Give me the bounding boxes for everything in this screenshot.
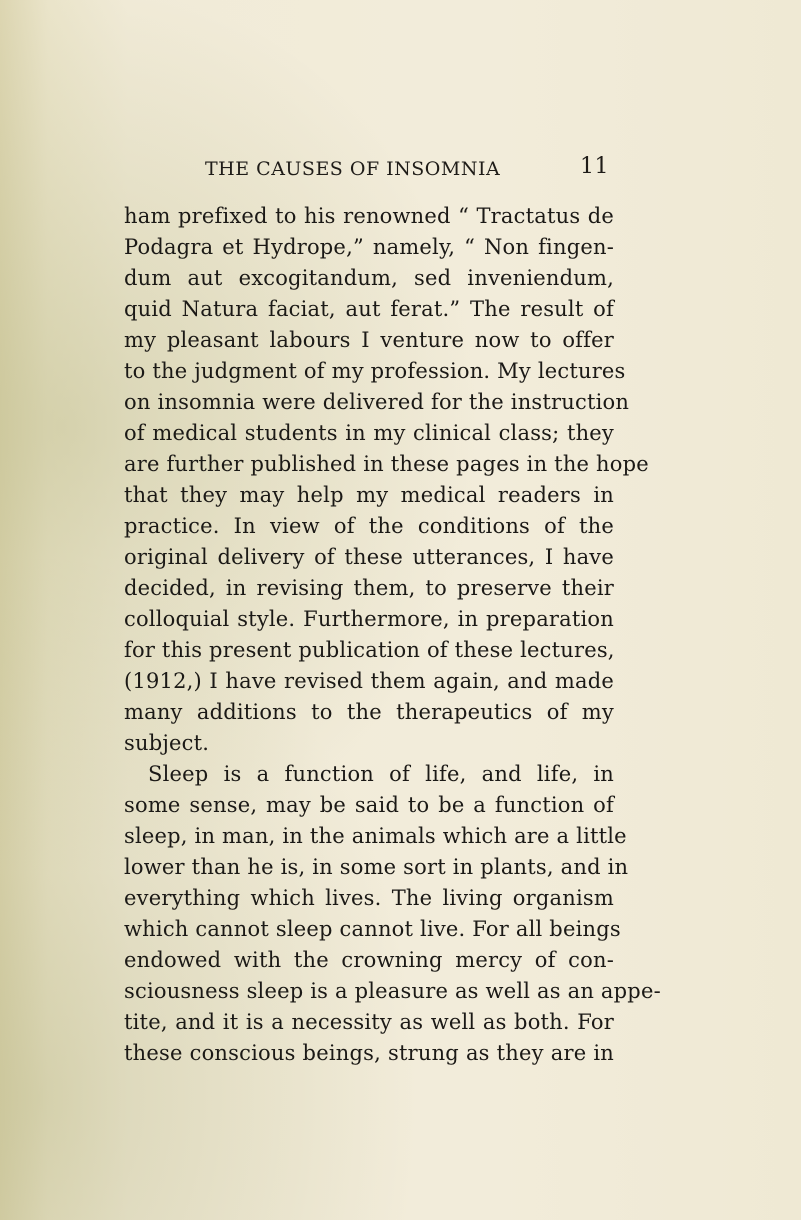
running-header xyxy=(205,154,609,188)
text-line: on insomnia were delivered for the instruction xyxy=(124,390,630,414)
text-line: practice. In view of the conditions of the xyxy=(124,514,614,538)
text-line: Sleep is a function of life, and life, in xyxy=(148,762,614,786)
text-line: these conscious beings, strung as they are in xyxy=(124,1041,614,1065)
text-line: lower than he is, in some sort in plants, and in xyxy=(124,855,629,879)
text-line: for this present publication of these lectures, xyxy=(124,638,615,662)
text-line: many additions to the therapeutics of my xyxy=(124,700,614,724)
text-line: ham prefixed to his renowned “ Tractatus de xyxy=(124,204,614,228)
text-line: decided, in revising them, to preserve their xyxy=(124,576,614,600)
text-line: are further published in these pages in the hope xyxy=(124,452,649,476)
page-number: 11 xyxy=(580,154,609,179)
text-line: everything which lives. The living organism xyxy=(124,886,614,910)
text-line: sleep, in man, in the animals which are a little xyxy=(124,824,627,848)
text-line: dum aut excogitandum, sed inveniendum, xyxy=(124,266,614,290)
text-line: original delivery of these utterances, I have xyxy=(124,545,614,569)
running-title: THE CAUSES OF INSOMNIA xyxy=(205,158,501,180)
text-line: colloquial style. Furthermore, in preparation xyxy=(124,607,614,631)
text-line: some sense, may be said to be a function of xyxy=(124,793,614,817)
text-line: quid Natura faciat, aut ferat.” The result of xyxy=(124,297,614,321)
text-line: subject. xyxy=(124,731,210,755)
text-line: sciousness sleep is a pleasure as well as an appe- xyxy=(124,979,661,1003)
text-line: of medical students in my clinical class; they xyxy=(124,421,614,445)
text-line: tite, and it is a necessity as well as both. For xyxy=(124,1010,614,1034)
text-line: (1912,) I have revised them again, and made xyxy=(124,669,614,693)
text-line: which cannot sleep cannot live. For all beings xyxy=(124,917,621,941)
text-line: endowed with the crowning mercy of con- xyxy=(124,948,614,972)
text-line: my pleasant labours I venture now to offer xyxy=(124,328,614,352)
text-line: Podagra et Hydrope,” namely, “ Non fingen- xyxy=(124,235,614,259)
text-line: to the judgment of my profession. My lectures xyxy=(124,359,626,383)
text-line: that they may help my medical readers in xyxy=(124,483,614,507)
